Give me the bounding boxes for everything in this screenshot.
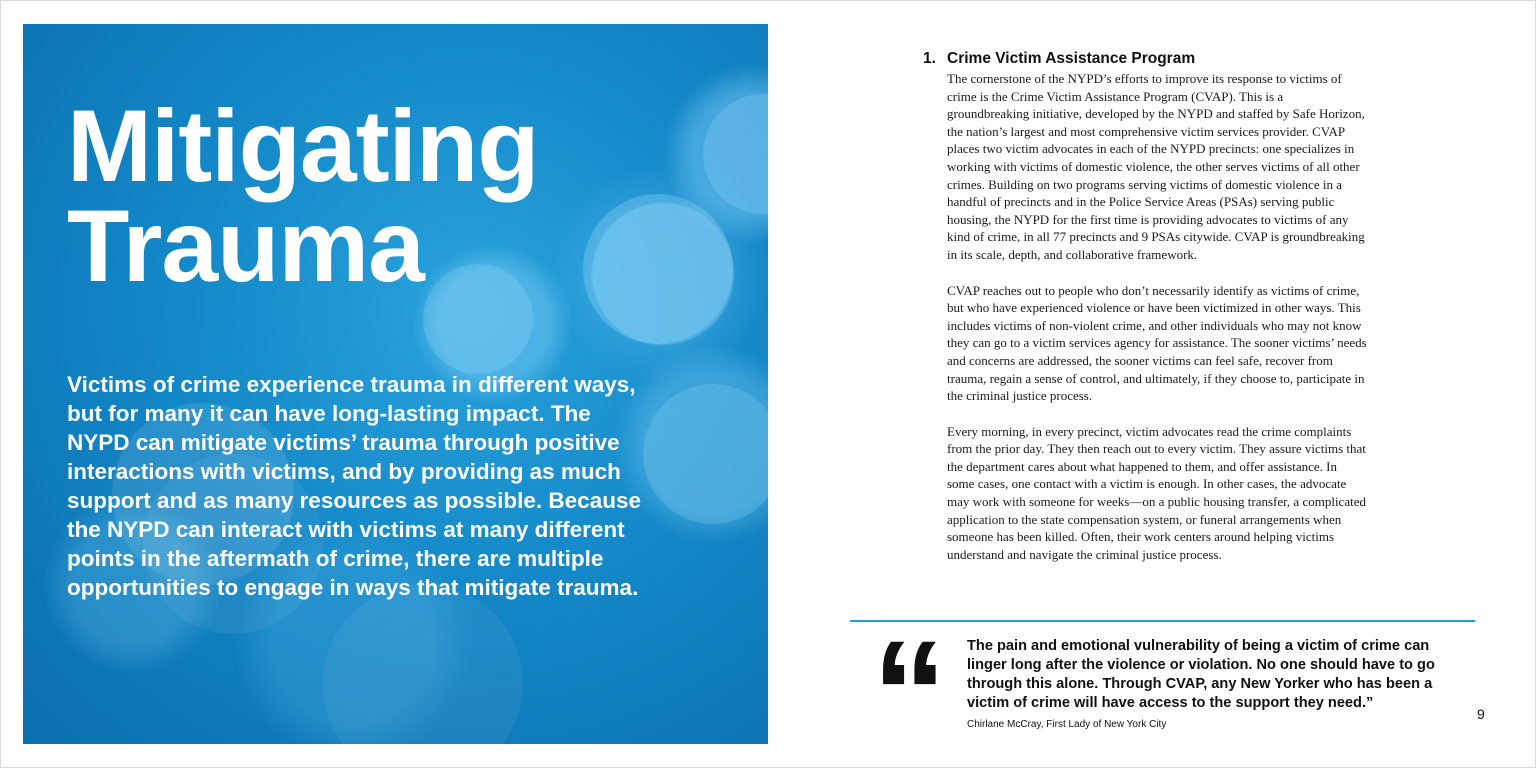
title-line-1: Mitigating — [67, 89, 539, 203]
quote-attribution: Chirlane McCray, First Lady of New York City — [967, 719, 1167, 730]
title-line-2: Trauma — [67, 189, 424, 303]
pull-quote: The pain and emotional vulnerability of being a victim of crime can linger long after the violence or violation. No one should have to go through this alone. Through CVAP, any New Yorker who has been a victim of crime will have access to the support they need.” — [967, 638, 1435, 711]
bokeh-light — [323, 584, 523, 744]
bokeh-light — [703, 94, 768, 214]
article-paragraph: CVAP reaches out to people who don’t necessarily identify as victims of crime, but who have experienced violence or have been victimized in other ways. This includes victims of non-violent crime, and other individuals who may not know they can go to a victim services agency for assistance. The sooner victims’ needs and concerns are addressed, the sooner victims can feel safe, recover from trauma, regain a sense of control, and ultimately, if they choose to, participate in the criminal justice process. — [947, 282, 1367, 404]
cover-image-panel — [23, 24, 768, 744]
page-number: 9 — [1477, 706, 1485, 722]
bokeh-light — [643, 384, 768, 524]
quotation-mark-icon: “ — [872, 609, 947, 777]
article-paragraph: Every morning, in every precinct, victim advocates read the crime complaints from the prior day. They then reach out to every victim. They assure victims that the department cares about what happened to them, and offer assistance. In some cases, one contact with a victim is enough. In other cases, the advocate may work with someone for weeks—on a public housing transfer, a complicated application to the state compensation system, or funeral arrangements when someone has been killed. Often, their work centers around helping victims understand and navigate the criminal justice process. — [947, 423, 1366, 562]
article-body — [947, 70, 1367, 581]
section-title: Crime Victim Assistance Program — [947, 50, 1196, 67]
page-title — [67, 89, 539, 303]
section-number: 1. — [923, 50, 936, 67]
bokeh-light — [583, 194, 733, 344]
intro-paragraph: Victims of crime experience trauma in different ways, but for many it can have long-lasting impact. The NYPD can mitigate victims’ trauma through positive interactions with victims, and by providing as much support and as many resources as possible. Because the NYPD can interact with victims at many different points in the aftermath of crime, there are multiple opportunities to engage in ways that mitigate trauma. — [67, 372, 641, 600]
article-paragraph: The cornerstone of the NYPD’s efforts to improve its response to victims of crime is the Crime Victim Assistance Program (CVAP). This is a groundbreaking initiative, developed by the NYPD and staffed by Safe Horizon, the nation’s largest and most comprehensive victim services provider. CVAP places two victim advocates in each of the NYPD precincts: one specializes in working with victims of domestic violence, the other serves victims of all other crimes. Building on two programs serving victims of domestic violence in a handful of precincts and in the Police Service Areas (PSAs) serving public housing, the NYPD for the first time is providing advocates to victims of any kind of crime, in all 77 precincts and 9 PSAs citywide. CVAP is groundbreaking in its scale, depth, and collaborative framework. — [947, 71, 1365, 262]
section-heading — [923, 50, 1195, 68]
